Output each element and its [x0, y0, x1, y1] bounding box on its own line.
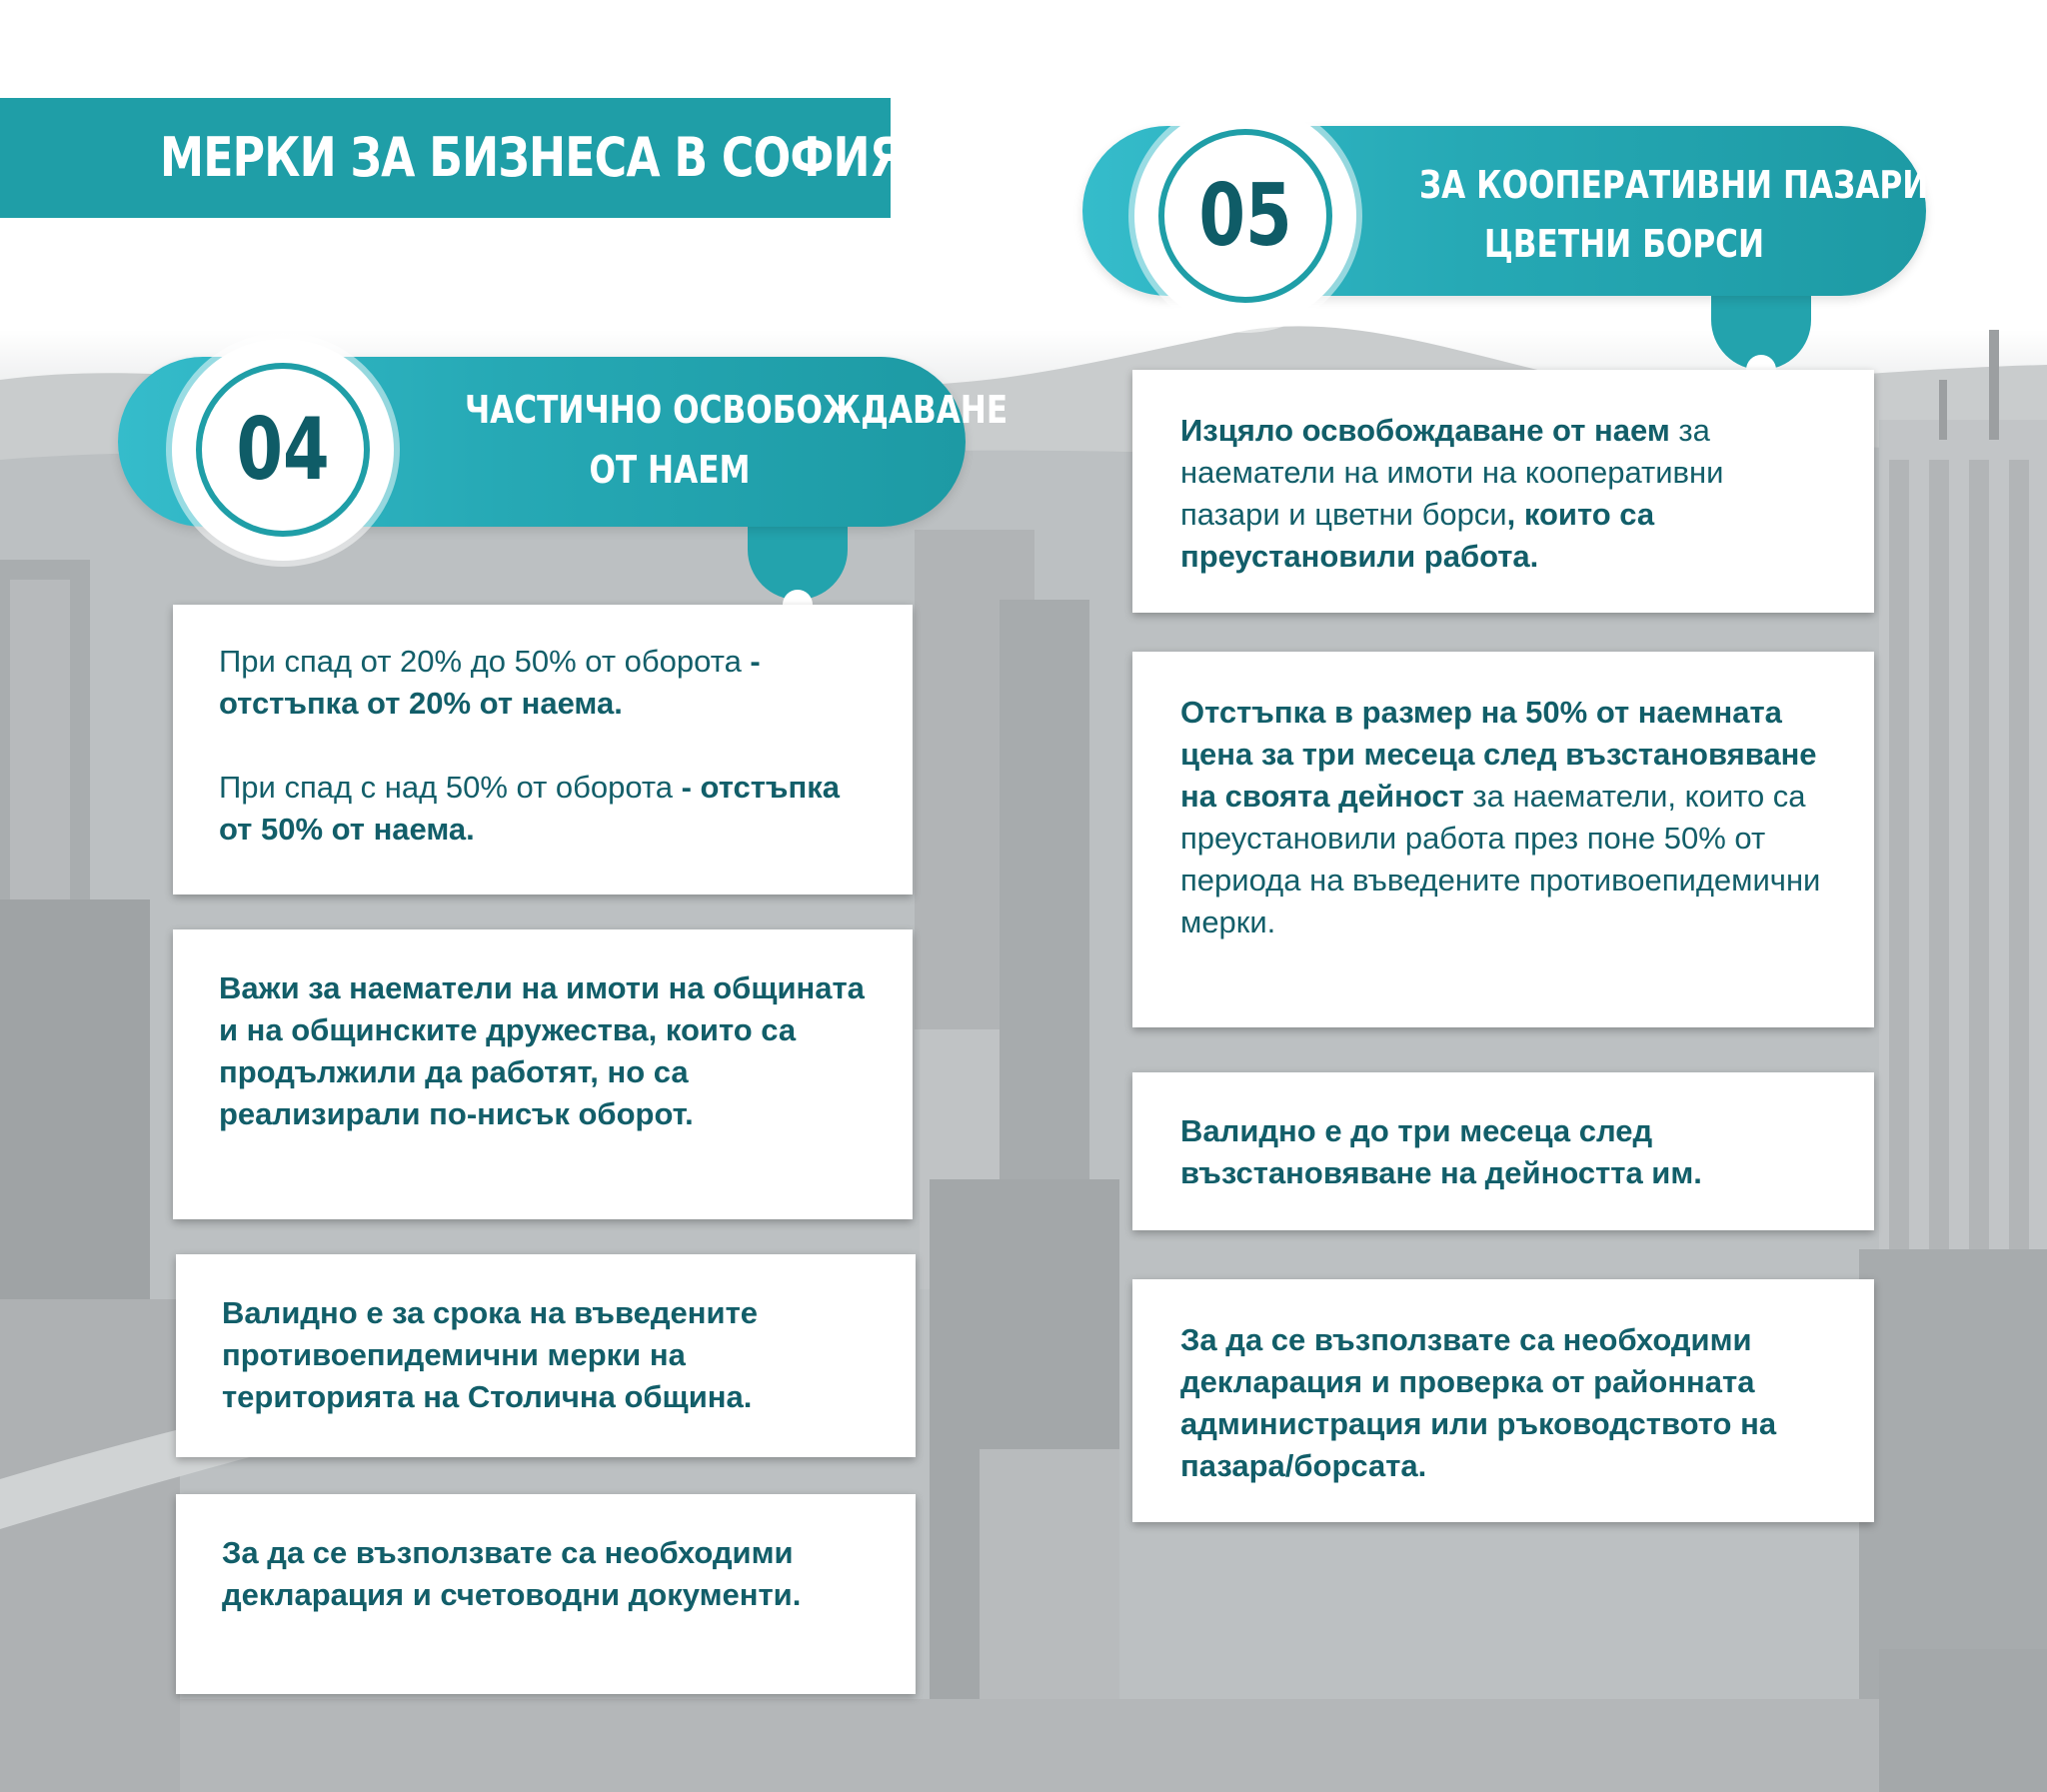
- right-header-title-line1: ЗА КООПЕРАТИВНИ ПАЗАРИ И: [1419, 163, 1966, 207]
- left-badge-number: 04: [236, 400, 330, 500]
- right-header-title-line2: ЦВЕТНИ БОРСИ: [1483, 222, 1765, 266]
- left-card-discount-tier-2: При спад с над 50% от оборота - отстъпка от 50% от наема.: [219, 770, 841, 847]
- page-title: МЕРКИ ЗА БИЗНЕСА В СОФИЯ: [160, 126, 904, 189]
- left-card-discount-tier-1: При спад от 20% до 50% от оборота - отстъпка от 20% от наема.: [219, 644, 761, 721]
- right-card-discount: Отстъпка в размер на 50% от наемната цена за три месеца след възстановяване на своята дейност за наематели, които са преустановили работа през поне 50% от периода на въведените противоепидемични мерки.: [1132, 652, 1874, 1027]
- right-card-validity: Валидно е до три месеца след възстановяване на дейността им.: [1132, 1072, 1874, 1230]
- right-card-full-exemption: Изцяло освобождаване от наем за наематели на имоти на кооперативни пазари и цветни борси, които са преустановили работа.: [1132, 370, 1874, 613]
- right-card-requirements: За да се възползвате са необходими декларация и проверка от районната администрация или ръководството на пазара/борсата.: [1132, 1279, 1874, 1522]
- left-header-title-line1: ЧАСТИЧНО ОСВОБОЖДАВАНЕ: [465, 388, 1009, 432]
- left-card-eligibility: Важи за наематели на имоти на общината и на общинските дружества, които са продължили да работят, но са реализирали по-нисък оборот.: [173, 929, 913, 1219]
- left-header-title-line2: ОТ НАЕМ: [589, 448, 751, 492]
- right-badge-number: 05: [1198, 166, 1292, 266]
- left-card-discount-tiers: [173, 605, 913, 895]
- left-card-validity: Валидно е за срока на въведените противоепидемични мерки на територията на Столична община.: [176, 1254, 916, 1457]
- left-card-requirements: За да се възползвате са необходими декларация и счетоводни документи.: [176, 1494, 916, 1694]
